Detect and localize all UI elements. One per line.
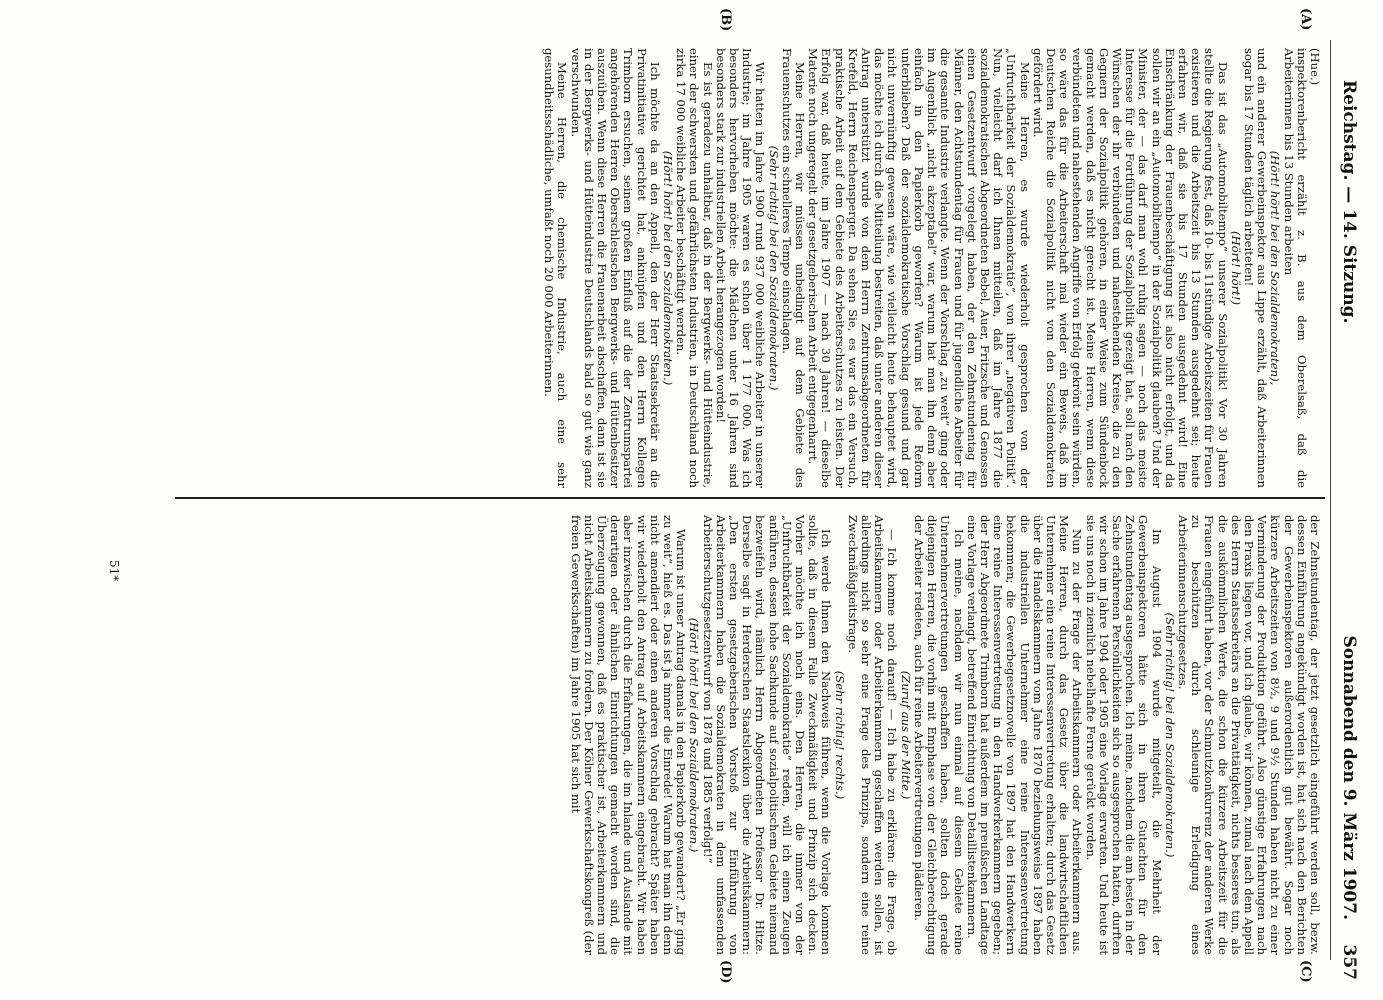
paragraph: Ich werde Ihnen den Nachweis führen, wenn die Vorlage kommen sollte, daß in diesem Falle Zweckmäßigkeit und Prinzip sich decken. Vorher möchte ich noch eins. Den Herren, die immer von der „Unfruchtbarkeit der Sozialdemokratie“ reden, will ich einen Zeugen anführen, dessen hohe Sachkunde auf sozialpolitischem Gebiete niemand bezweifeln wird, nämlich Herrn Abgeordneten Professor Dr. Hitze. Derselbe sagt in Herderschen Staatslexikon über die Arbeitskammern: „Den ersten gesetzgeberischen Vorstoß zur Einführung von Arbeiterkammern haben die Sozialdemokraten in dem umfassenden Arbeiterschutzgesetzentwurf von 1878 und 1885 verfolgt!“ [700,515,834,955]
paragraph: der Zehnstundentag, der jetzt gesetzlich eingeführt werden soll, bezw. dessen Einführung angekündigt worden ist, hat sich nach den Berichten der Gewerbeinspektoren außerordentlich gut bewährt. Sogar noch kürzere Arbeitszeiten von 8½, 9 und 9½ Stunden haben nicht zu einer Verminderung der Produktion geführt. Also günstige Erfahrungen nach den Praxis liegen vor, und ich glaube, wir können, zumal nach dem Appell des Herrn Staatssekretärs an die Privattätigkeit, nichts besseres tun, als die auskömmlichen Werte, die schon die kürzere Arbeitszeit für die Frauen eingeführt haben, vor der Schmutzkonkurrenz der anderen Werke zu beschützen durch schleunige Erledigung eines Arbeiterinnenschutzgesetzes. [1175,515,1322,955]
margin-mark-a: (A) [1298,8,1313,31]
interjection: (Sehr richtig! bei den Sozialdemokraten.) [766,145,781,391]
interjection: (Hört! hört!) [1228,231,1243,305]
left-column [542,48,1321,488]
paragraph: Es ist geradezu unhaltbar, daß in der Bergwerks- und Hütteindustrie, einer der schwersten und gefährlichsten Industrien, in Deutschland noch zirka 17 000 weibliche Arbeiter beschäftigt werden. [674,48,715,488]
margin-mark-b: (B) [718,8,733,32]
signature-mark: 51* [107,560,121,582]
paragraph: Nun zu der Frage der Arbeitskammern oder Arbeiterkammern aus. Meine Herren, durch das Gesetz über die landwirtschaftlichen Unternehmer eine reine Interessenvertretung erhalten; durch das Gesetz über die Handelskammern vom Jahre 1870 beziehungsweise 1897 haben die industriellen Unternehmer eine reine Interessenvertretung bekommen; die Gewerbegesetznovelle von 1897 hat den Handwerkern eine reine Interessenvertretung in den Handwerkerkammern gegeben; der Herr Abgeordnete Trimborn hat außerdem im preußischen Landtage eine Vorlage verlangt, betreffend Einrichtung von Detaillistenkammern. [964,515,1085,955]
margin-mark-c: (C) [1298,960,1313,983]
paragraph: Das ist das „Automobiltempo“ unserer Sozialpolitik! Vor 30 Jahren stellte die Regierung fest, daß 10- bis 11stündige Arbeitszeiten für Frauen existieren und die Arbeitszeit bis 13 Stunden ausgedehnt sei; heute erfahren wir, daß sie bis 17 Stunden ausgedehnt wird! Eine Einschränkung der Frauenbeschäftigung ist also nicht erfolgt, und da sollen wir an ein „Automobiltempo“ in der Sozialpolitik glauben? Und der Minister, der — das darf man wohl ruhig sagen — noch das meiste Interesse für die Fortführung der Sozialpolitik gezeigt hat, soll nach den Wünschen der ihr verbündeten und nahestehenden Kreise, die zu den Gegnern der Sozialpolitik gehören, in einer Weise zum Sündenbock gemacht werden, daß es nicht gerecht ist. Meine Herren, wenn diese verbündeten und nahestehenden Angriffe von Erfolg gekrönt sein würden, so wäre das für die Arbeiterschaft mal wieder ein Beweis, daß im Deutschen Reiche die Sozialpolitik nicht von den Sozialdemokraten gefördert wird. [1030,48,1230,488]
interjection: (Sehr richtig! bei den Sozialdemokraten.) [1162,612,1177,858]
page-number: 357 [1339,944,1359,980]
page-header [1333,40,1365,980]
header-right: Sonnabend den 9. März 1907. [1339,635,1359,920]
interjection: (Hört! hört! bei den Sozialdemokraten.) [687,617,702,853]
paragraph: Warum ist unser Antrag damals in den Papierkorb gewandert? „Er ging zu weit“, hieß es. Das ist ja immer die Einrede! Warum hat man ihn denn nicht amendiert oder einen anderen Vorschlag gebracht? Später haben wir wiederholt den Antrag auf Arbeitskammern eingebracht. Wir haben aber inzwischen durch die Erfahrungen, die im Inlande und Auslande mit derartigen oder ähnlichen Einrichtungen gemacht worden sind, die Überzeugung gewonnen, daß es praktischer ist, Arbeiterkammern und nicht Arbeitskammern zu fordern. Der Kölner Gewerkschaftskongreß (der freien Gewerkschaften) im Jahre 1905 hat sich mit [568,515,689,955]
interjection: (Zuruf aus der Mitte.) [898,670,913,800]
paragraph: Wir hatten im Jahre 1900 rund 937 000 weibliche Arbeiter in unserer Industrie; im Jahre 1905 waren es schon über 1 177 000. Was ich besonders hervorheben möchte: die Mädchen unter 16 Jahren sind besonders stark zur industriellen Arbeit herangezogen worden! [713,48,768,488]
column-rule [175,497,1325,499]
paragraph: und ein anderer Gewerbeinspektor aus Lippe erzählt, daß Arbeiterinnen sogar bis 17 Stunden täglich arbeiteten! [1241,48,1270,488]
paragraph: Meine Herren, wir müssen unbedingt auf dem Gebiete des Frauenschutzes ein schnelleres Tempo einschlagen. [779,48,808,488]
paragraph: (Hue.) [1308,48,1322,86]
paragraph: — Ich komme noch darauf! — Ich habe zu erklären: die Frage, ob Arbeitskammern oder Arbeiterkammern geschaffen werden sollen, ist allerdings nicht so sehr eine Frage des Prinzips, sondern eine reine Zweckmäßigkeitsfrage. [845,515,900,955]
interjection: (Hört! hört! bei den Sozialdemokraten), [1268,150,1283,386]
paragraph: Im August 1904 wurde mitgeteilt, die Mehrheit der Gewerbeinspektoren hätte sich in ihren Gutachten für den Zehnstundentag ausgesprochen. Ich meine, nachdem die am besten in der Sache erfahrenen Persönlichkeiten sich so ausgesprochen hatten, durften wir schon im Jahre 1904 oder 1905 eine Vorlage erwarten. Und heute ist sie uns noch in ziemlich nebelhafte Ferne gerückt worden. [1083,515,1164,955]
paragraph: Ich möchte da an den Appell, den der Herr Staatssekretär an die Privatinitiative gerichtet hat, anknüpfen und den Herrn Kollegen Trimborn ersuchen, seinen großen Einfluß auf die der Zentrumspartei angehörenden Herren Oberschlesischen Bergwerks- und Hüttenbesitzer auszuüben. Wenn diese Herren die Frauenarbeit abschaffen, dann ist sie in der Bergwerks- und Hütteindustrie Deutschlands bald so gut wie ganz verschwunden. [568,48,662,488]
margin-mark-d: (D) [718,960,733,984]
paragraph: Meine Herren, es wurde wiederholt gesprochen von der „Unfruchtbarkeit der Sozialdemokratie“, von ihrer „negativen Politik“. Nun, vielleicht darf ich Ihnen mitteilen, daß im Jahre 1877 die sozialdemokratischen Abgeordneten Bebel, Auer, Fritzsche und Genossen einen Gesetzentwurf vorgelegt haben, der den Zehnstundentag für Männer, den Achtstundentag für Frauen und für jugendliche Arbeiter für die gesamte Industrie verlangte. Wenn der Vorschlag „zu weit“ ging oder im Augenblick „nicht akzeptabel“ war, warum hat man ihn denn aber einfach in den Papierkorb geworfen? Warum ist jede Reform unterblieben? Daß der sozialdemokratische Vorschlag gesund und gar nicht unvernünftig gewesen wäre, wie vielleicht heute behauptet wird, das möchte ich durch die Mitteilung bestreiten, daß unter anderen dieser Antrag unterstützt wurde von dem Herrn Zentrumsabgeordneten für Krefeld, Herrn Reichensperger. Da sehen Sie, es war das ein Versuch, praktische Arbeit auf dem Gebiete des Arbeiterschutzes zu leisten. Der Erfolg war, daß heute, im Jahre 1907 — nach 30 Jahren! — dieselbe Materie noch ungeregelt der gesetzgeberischen Arbeit entgegenharrt. [806,48,1032,488]
interjection: (Sehr richtig! rechts.) [832,670,847,800]
interjection: (Hört! hört! bei den Sozialdemokraten.) [661,150,676,386]
paragraph: Ich meine, nachdem wir nun einmal auf diesem Gebiete reine Unternehmervertretungen geschaffen haben, sollten doch gerade diejenigen Herren, die vorhin mit Emphase von der Gleichberechtigung der Arbeiter redeten, auch für reine Arbeitervertretungen plädieren. [911,515,966,955]
paragraph: Meine Herren, die chemische Industrie, auch eine sehr gesundheitsschädliche, umfaßt noch 20 000 Arbeiterinnen. [542,48,570,488]
paragraph: inspektorenbericht erzählt z. B. aus dem Oberelsaß, daß die Arbeiterinnen bis 13 Stunden arbeiten [1281,48,1309,488]
header-rule [1330,40,1331,960]
header-left: Reichstag. — 14. Sitzung. [1339,80,1359,324]
right-column [568,515,1321,955]
